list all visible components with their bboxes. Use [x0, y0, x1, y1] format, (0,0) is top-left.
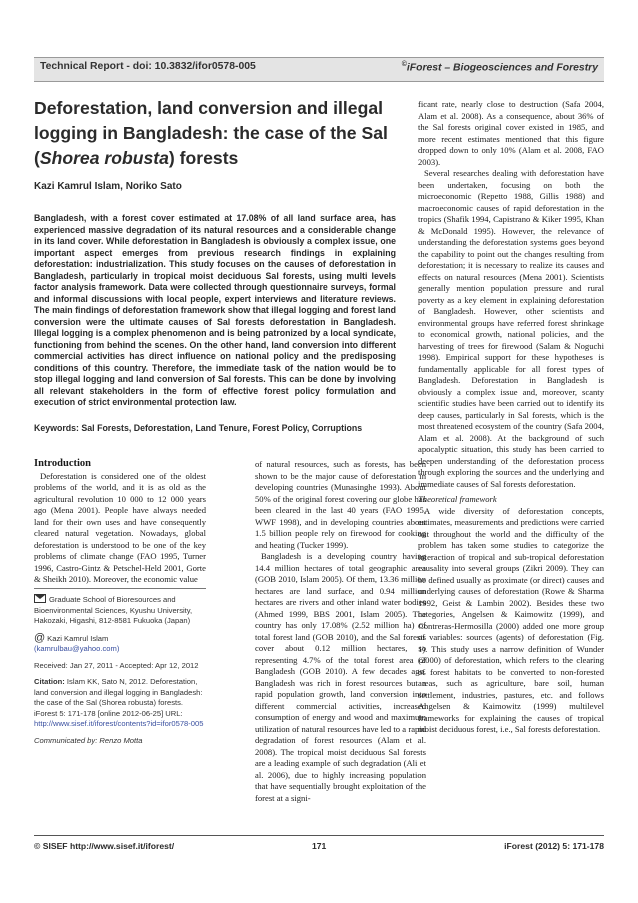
copyright-symbol: ©: [401, 61, 407, 68]
divider: [34, 588, 206, 589]
paragraph: Deforestation is considered one of the oldest problems of the world, and it is as old as the agricultural revolution 10 000 to 12 000 years ago (Mena 2001). People have always needed land for their own uses and have consequently cleared natural vegetation. Nowadays, global deforestation is understood to be one of the key problems of climate change (FAO 1995, Turner 1996, Castro-Gintz & Petschel-Held 2001, Gorte & Sheikh 2010). Moreover, the economic value: [34, 470, 206, 584]
header-doi: Technical Report - doi: 10.3832/ifor0578-005: [40, 61, 256, 72]
envelope-icon: [34, 594, 46, 603]
column-1: [34, 458, 206, 586]
paragraph: Several researches dealing with deforestation have been undertaken, focusing on both the microeconomic (Repetto 1988, Gillis 1988) and macroeconomic causes of rapid deforestation in the tropics (Shafik 1994, Capistrano & Kiker 1995, Khan & McDonald 1995). However, the relevance of understanding the deforestation systems goes beyond the capability to point out the changes resulting from deforestation; it is necessary to realize its causes and effects on natural resources (Mena 2001). Scientists generally mention population pressure and rural poverty as a key element in explaining deforestation of Bangladesh. However, other scientists and environmental groups have referred forest shrinkage to economical growth, national policies, and the harvesting of trees for firewood (Salam & Noguchi 1998). Empirical support for these hypotheses is fundamentally applicable for all forest types of Bangladesh. Deforestation in Bangladesh is obviously a complex issue and, moreover, scanty scientific studies have been carried out to identify its deep causes, particularly in Sal forests, which is the most threatened ecosystem of the country (Safa 2004, Alam et al. 2008). At the background of such apocalyptic situation, this study has been carried to deepen understanding of the deforestation process through exploring the sources and the underlying and immediate causes of Sal forests deforestation.: [418, 168, 604, 489]
header-journal: [402, 61, 598, 73]
contact-email[interactable]: (kamrulbau@yahoo.com): [34, 644, 120, 653]
affiliation: Graduate School of Bioresources and Bioenvironmental Sciences, Kyushu University, Hakozaki, Higashi, 812-8581 Fukuoka (Japan): [34, 595, 193, 625]
communicated-by: Communicated by: Renzo Motta: [34, 735, 143, 745]
keywords: Keywords: Sal Forests, Deforestation, Land Tenure, Forest Policy, Corruptions: [34, 423, 363, 433]
article-title: Deforestation, land conversion and illegal logging in Bangladesh: the case of the Sal (Shorea robusta) forests: [34, 98, 388, 168]
column-3: [418, 99, 604, 736]
page-number: 171: [312, 841, 327, 851]
column-2: [255, 459, 426, 804]
section-heading-introduction: Introduction: [34, 458, 91, 469]
species-name: Shorea robusta: [39, 148, 169, 168]
received-date: Received: Jan 27, 2011 - Accepted: Apr 12, 2012: [34, 660, 199, 670]
footer-left[interactable]: © SISEF http://www.sisef.it/iforest/: [34, 841, 175, 851]
paragraph: ficant rate, nearly close to destruction (Safa 2004, Alam et al. 2008). As a consequence, about 36% of the Sal forests original cover existed in 1985, and more recent estimates mentioned that this figure dropped down to only 10% (Alam et al. 2008, FAO 2003).: [418, 99, 604, 167]
abstract: Bangladesh, with a forest cover estimated at 17.08% of all land surface area, has experienced massive degradation of its natural resources and a considerable change in its land cover. While deforestation in Bangladesh is obviously a complex issue, one important aspect emerges from previous research findings in explaining deforestation: industrialization. This study focuses on the causes of deforestation in Bangladesh, particularly in tropical moist deciduous Sal forests, using multi levels factor analysis framework. Data were collected through questionnaire surveys, formal and informal discussions with local people, expert interviews and literature reviews. The main findings of deforestation framework show that illegal logging and forest land conversion were the ultimate causes of Sal forests deforestation in Bangladesh. Illegal logging is a complex phenomenon and is being patronized by a local syndicate, functioning from behind the scenes. On the other hand, land conversion into different commercial activities has direct influence on national policy and the predisposing conditions of this country. Therefore, the immediate task of the nation would be to stop illegal logging and land conversion of Sal forests. This can be done by involving all relevant stakeholders in the form of effective forest policy formulation and execution of strict environmental protection law.: [34, 213, 396, 407]
author-info-box: [34, 588, 206, 752]
contact: @ Kazi Kamrul Islam (kamrulbau@yahoo.com): [34, 631, 120, 653]
citation-url[interactable]: http://www.sisef.it/iforest/contents?id=ifor0578-005: [34, 719, 204, 728]
at-icon: @: [34, 631, 46, 644]
citation: Citation: Islam KK, Sato N, 2012. Deforestation, land conversion and illegal logging in Bangladesh: the case of the Sal (Shorea robusta) forests. iForest 5: 171-178 [online 2012-06-25] URL: http://www.sisef.it/iforest/contents?id=ifor0578-005: [34, 677, 204, 728]
footer-right: iForest (2012) 5: 171-178: [504, 841, 604, 851]
header-journal-name: iForest – Biogeosciences and Forestry: [406, 62, 598, 74]
section-heading-theoretical-framework: Theoretical framework: [418, 494, 497, 504]
paragraph: A wide diversity of deforestation concepts, estimates, measurements and predictions were carried out throughout the world and the difficulty of the problem has taken some studies to categorize the interaction of tropical and sub-tropical deforestation causality into several groups (Zikri 2009). They can be defined usually as proximate (or direct) causes and underlying causes of deforestation (Rowe & Sharma 1992, Geist & Lambin 2002). Besides these two categories, Angelsen & Kaimowitz (1999), and Contreras-Hermosilla (2000) added one more group of variables: sources (agents) of deforestation (Fig. 1). This study uses a narrow definition of Wunder (2000) of deforestation, which refers to the clearing of forest habitats to be converted to non-forested areas, such as agriculture, bare soil, human settlement, industries, pastures, etc. and follows Angelsen & Kaimowitz (1999) multilevel frameworks for explaining the causes of tropical moist deciduous forest, i.e., Sal forests deforestation.: [418, 505, 604, 734]
paragraph: of natural resources, such as forests, has been shown to be the major cause of deforestation in developing countries (Munasinghe 1993). About 50% of the original forest covering our globe has been cleared in the last 40 years (FAO 1995, WWF 1998), and in developing countries about 1.5 billion people rely on firewood for cooking and heating (Tucker 1999).: [255, 459, 426, 550]
footer-divider: [34, 835, 604, 836]
paragraph: Bangladesh is a developing country having 14.4 million hectares of total geographic area (GOB 2010, Islam 2005). Of them, 13.36 million hectares are land surface, and 0.94 million hectares are rivers and other inland water bodies (Ahmed 1999, BBS 2001, Islam 2005). The country has only 17.08% (2.52 million ha) of total forest land (GOB 2010), and the Sal forests cover about 0.12 million hectares, so representing 4.7% of the total forest area of Bangladesh (GOB 2010). A few decades ago, Bangladesh was rich in forest resources but a rapid population growth, land conversion into different commercial activities, increased consumption of energy and wood and maximum utilization of natural resources have led to a rapid degradation of forest resources (Alam et al. 2008). The tropical moist deciduous Sal forests are a leading example of such degradation (Ali et al. 2006), due to highly increasing population that have sequentially brought exploitation of the forest at a signi-: [255, 551, 426, 803]
authors: Kazi Kamrul Islam, Noriko Sato: [34, 181, 182, 192]
